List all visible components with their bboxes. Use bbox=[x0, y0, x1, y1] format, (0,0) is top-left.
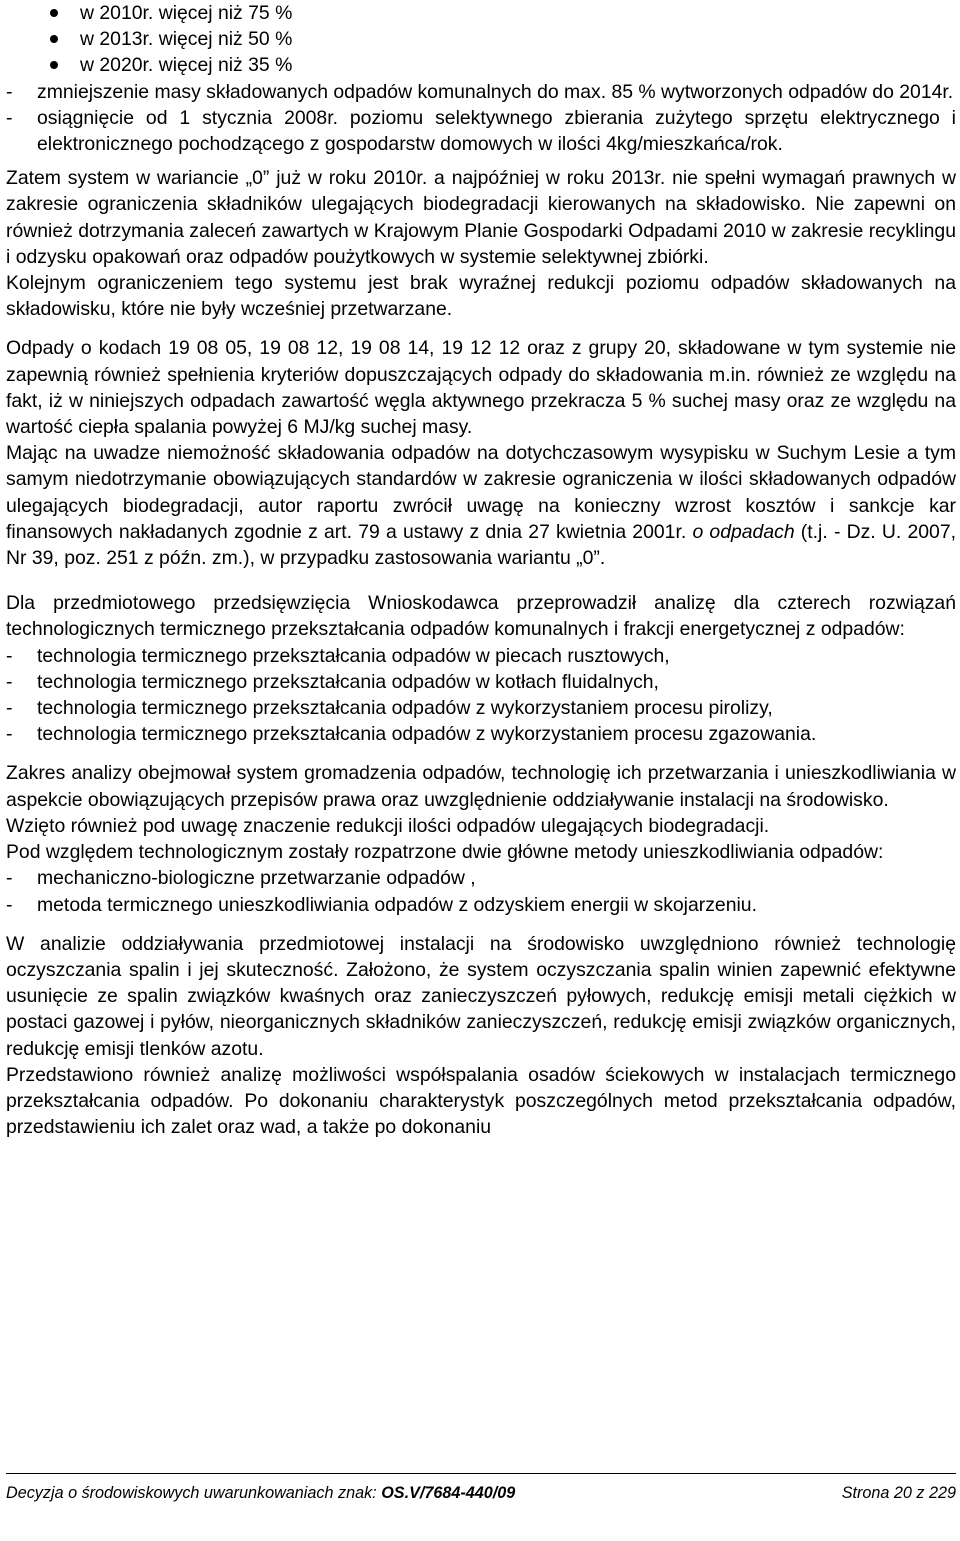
paragraph: Pod względem technologicznym zostały rozpatrzone dwie główne metody unieszkodliwiania odpadów: bbox=[6, 841, 884, 864]
act-title-italic: o odpadach bbox=[692, 520, 795, 543]
dash-item-text: mechaniczno-biologiczne przetwarzanie odpadów , bbox=[37, 867, 476, 890]
dash-item-text: zmniejszenie masy składowanych odpadów komunalnych do max. 85 % wytworzonych odpadów do 2014r. bbox=[37, 80, 954, 103]
bullet-item: w 2020r. więcej niż 35 % bbox=[6, 52, 956, 78]
bullet-item: w 2013r. więcej niż 50 % bbox=[6, 26, 956, 52]
footer-divider bbox=[6, 1473, 956, 1474]
dash-list-item bbox=[6, 695, 956, 721]
footer-decision-reference bbox=[6, 1482, 515, 1504]
dash-list-item bbox=[6, 105, 956, 157]
paragraph: W analizie oddziaływania przedmiotowej instalacji na środowisko uwzględniono również technologię oczyszczania spalin i jej skuteczność. Założono, że system oczyszczania spalin winien zapewnić efektywne usunięcie ze spalin związków kwaśnych oraz zanieczyszczeń pyłowych, redukcję emisji metali ciężkich w postaci gazowej i pyłów, nieorganicznych składników zanieczyszczeń, redukcję emisji związków organicznych, redukcję emisji tlenków azotu. bbox=[6, 932, 956, 1060]
dash-list-item bbox=[6, 79, 956, 105]
dash-list-item bbox=[6, 669, 956, 695]
dash-marker: - bbox=[6, 867, 13, 890]
footer-label: Decyzja o środowiskowych uwarunkowaniach znak: bbox=[6, 1484, 382, 1502]
paragraph-text: Mając na uwadze niemożność składowania odpadów na dotychczasowym wysypisku w Suchym Lesie a tym samym niedotrzymanie obowiązujących standardów w zakresie ograniczenia w ilości składowanych odpadów ulegających biodegradacji, autor raportu zwrócił uwagę na konieczny wzrost kosztów i sankcje kar finansowych nakładanych zgodnie z art. 79 a ustawy z dnia 27 kwietnia 2001r. bbox=[6, 442, 956, 543]
paragraph: Kolejnym ograniczeniem tego systemu jest brak wyraźnej redukcji poziomu odpadów składowanych na składowisku, które nie były wcześniej przetwarzane. bbox=[6, 272, 956, 321]
paragraph: Odpady o kodach 19 08 05, 19 08 12, 19 08 14, 19 12 12 oraz z grupy 20, składowane w tym systemie nie zapewnią również spełnienia kryteriów dopuszczających odpady do składowania m.in. również ze względu na fakt, iż w niniejszych odpadach zawartość węgla aktywnego przekracza 5 % suchej masy oraz ze względu na wartość ciepła spalania powyżej 6 MJ/kg suchej masy. bbox=[6, 337, 956, 439]
dash-list-item bbox=[6, 643, 956, 669]
percentage-bullet-list bbox=[6, 0, 956, 79]
paragraph: Dla przedmiotowego przedsięwzięcia Wnioskodawca przeprowadził analizę dla czterech rozwiązań technologicznych termicznego przekształcania odpadów komunalnych i frakcji energetycznej z odpadów: bbox=[6, 592, 956, 641]
paragraph-text: (t.j. - Dz. U. 2007, Nr 39, poz. 251 z późn. zm.), w przypadku zastosowania wariantu „0”. bbox=[6, 520, 956, 570]
dash-item-text: osiągnięcie od 1 stycznia 2008r. poziomu selektywnego zbierania zużytego sprzętu elektrycznego i elektronicznego pochodzącego z gospodarstw domowych w ilości 4kg/mieszkańca/rok. bbox=[37, 106, 956, 156]
dash-item-text: technologia termicznego przekształcania odpadów z wykorzystaniem procesu pirolizy, bbox=[37, 697, 773, 720]
paragraph bbox=[6, 440, 956, 571]
paragraph: Przedstawiono również analizę możliwości współspalania osadów ściekowych w instalacjach termicznego przekształcania odpadów. Po dokonaniu charakterystyk poszczególnych metod przekształcania odpadów, przedstawieniu ich zalet oraz wad, a także po dokonaniu bbox=[6, 1063, 956, 1139]
dash-item-text: technologia termicznego przekształcania odpadów z wykorzystaniem procesu zgazowania. bbox=[37, 723, 817, 746]
dash-marker: - bbox=[6, 723, 13, 746]
paragraph: Zakres analizy obejmował system gromadzenia odpadów, technologię ich przetwarzania i unieszkodliwiania w aspekcie obowiązujących przepisów prawa oraz uwzględnienie oddziaływanie instalacji na środowisko. bbox=[6, 762, 956, 811]
dash-item-text: metoda termicznego unieszkodliwiania odpadów z odzyskiem energii w skojarzeniu. bbox=[37, 893, 757, 916]
dash-item-text: technologia termicznego przekształcania odpadów w piecach rusztowych, bbox=[37, 644, 670, 667]
page-footer bbox=[6, 1482, 956, 1504]
document-body bbox=[6, 0, 956, 1140]
paragraph: Wzięto również pod uwagę znaczenie redukcji ilości odpadów ulegających biodegradacji. bbox=[6, 814, 770, 837]
dash-list-item bbox=[6, 892, 956, 918]
dash-item-text: technologia termicznego przekształcania odpadów w kotłach fluidalnych, bbox=[37, 670, 659, 693]
dash-marker: - bbox=[6, 80, 13, 103]
dash-list-item bbox=[6, 865, 956, 891]
page-number: Strona 20 z 229 bbox=[841, 1484, 956, 1502]
dash-marker: - bbox=[6, 670, 13, 693]
dash-marker: - bbox=[6, 697, 13, 720]
footer-case-number: OS.V/7684-440/09 bbox=[381, 1484, 516, 1502]
dash-marker: - bbox=[6, 106, 13, 129]
dash-marker: - bbox=[6, 893, 13, 916]
bullet-item: w 2010r. więcej niż 75 % bbox=[6, 0, 956, 26]
dash-marker: - bbox=[6, 644, 13, 667]
paragraph: Zatem system w wariancie „0” już w roku 2010r. a najpóźniej w roku 2013r. nie spełni wymagań prawnych w zakresie ograniczenia składników ulegających biodegradacji kierowanych na składowisko. Nie zapewni on również dotrzymania zaleceń zawartych w Krajowym Planie Gospodarki Odpadami 2010 w zakresie recyklingu i odzysku opakowań oraz odpadów poużytkowych w systemie selektywnej zbiórki. bbox=[6, 167, 956, 268]
dash-list-item bbox=[6, 721, 956, 747]
